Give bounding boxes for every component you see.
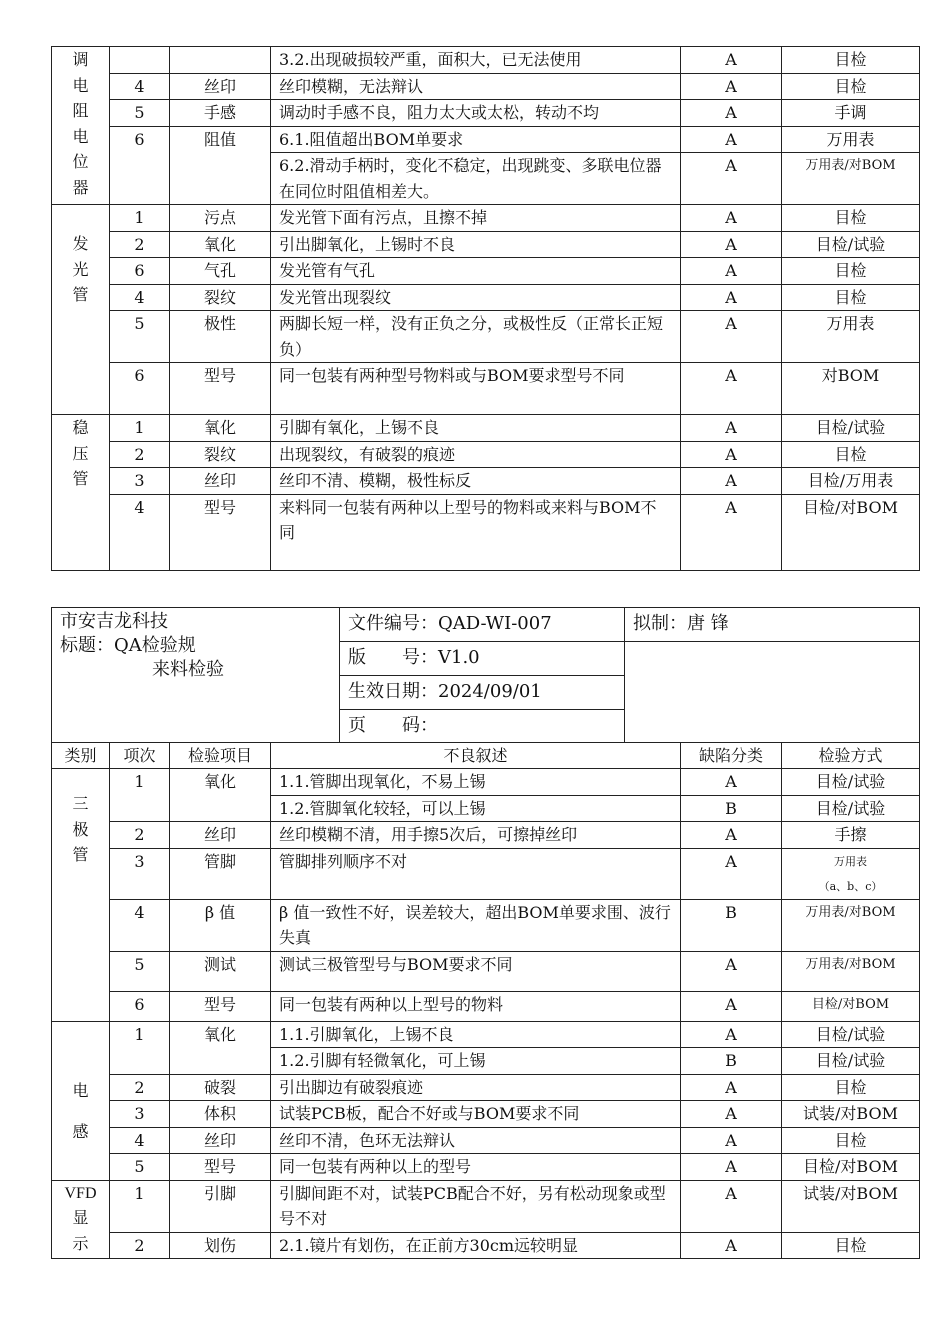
table-cell: 目检 [782, 258, 920, 285]
category-char: 压 [72, 443, 89, 463]
table-cell: A [681, 822, 782, 849]
table-cell: 氧化 [170, 769, 271, 822]
doc-header-blank [625, 642, 920, 743]
col-method: 检验方式 [782, 743, 920, 769]
table-cell: 划伤 [170, 1232, 271, 1259]
table-cell: 裂纹 [170, 284, 271, 311]
table-cell: A [681, 441, 782, 468]
table-cell: 6 [110, 991, 170, 1021]
table-cell: A [681, 284, 782, 311]
table-row [52, 73, 920, 100]
table-cell: 目检 [782, 73, 920, 100]
table-cell: 发光管下面有污点，且擦不掉 [271, 205, 681, 232]
table-cell: 1.1.引脚氧化，上锡不良 [271, 1021, 681, 1048]
table-row [52, 363, 920, 415]
category-char: 示 [72, 1235, 89, 1253]
doc-title-block [52, 608, 340, 743]
table-row [52, 126, 920, 153]
table-cell: 调动时手感不良，阻力太大或太松，转动不均 [271, 100, 681, 127]
company-name: 市安吉龙科技 [60, 611, 168, 632]
table-cell: 目检/试验 [782, 1048, 920, 1075]
table-row [52, 1180, 920, 1232]
table-cell: A [681, 126, 782, 153]
category-char: 调 [72, 50, 89, 69]
table-cell: A [681, 1180, 782, 1232]
table-cell: 型号 [170, 1154, 271, 1181]
table-cell: A [681, 311, 782, 363]
table-cell: 气孔 [170, 258, 271, 285]
table-row [52, 1232, 920, 1259]
table-cell: 4 [110, 899, 170, 951]
table-cell: 万用表 （a、b、c） [782, 848, 920, 899]
col-no: 项次 [110, 743, 170, 769]
table-cell: 1 [110, 1180, 170, 1232]
table-cell: 测试三极管型号与BOM要求不同 [271, 951, 681, 991]
table-cell: 5 [110, 951, 170, 991]
inspection-table [51, 607, 920, 1259]
table-cell: 同一包装有两种以上的型号 [271, 1154, 681, 1181]
table-cell: A [681, 1074, 782, 1101]
table-row [52, 1021, 920, 1048]
category-char: 光 [72, 259, 89, 279]
table-cell: 万用表/对BOM [782, 951, 920, 991]
effective-date: 生效日期：2024/09/01 [340, 676, 625, 710]
category-char: 电 [72, 126, 89, 146]
table-row [52, 231, 920, 258]
table-row [52, 951, 920, 991]
drafted-by: 拟制：唐 锋 [625, 608, 920, 642]
table-cell: A [681, 991, 782, 1021]
table-cell: 目检 [782, 284, 920, 311]
table-row [52, 1074, 920, 1101]
table-cell: B [681, 795, 782, 822]
table-cell: A [681, 1154, 782, 1181]
page-number: 页 码： [340, 710, 625, 743]
category-cell [52, 769, 110, 1022]
doc-header-row [52, 608, 920, 642]
table-row [52, 494, 920, 570]
table-cell: A [681, 73, 782, 100]
table-row [52, 284, 920, 311]
category-char: 极 [72, 819, 89, 839]
table-cell: 氧化 [170, 231, 271, 258]
table-cell: 引脚间距不对，试装PCB配合不好，另有松动现象或型号不对 [271, 1180, 681, 1232]
table-cell: 3 [110, 1101, 170, 1128]
table-cell: 手感 [170, 100, 271, 127]
table-cell: 5 [110, 100, 170, 127]
table-cell: 4 [110, 1127, 170, 1154]
table-row [52, 441, 920, 468]
table-cell: 同一包装有两种以上型号的物料 [271, 991, 681, 1021]
table-row [52, 822, 920, 849]
table-cell: 1 [110, 769, 170, 822]
table-cell: 目检/对BOM [782, 991, 920, 1021]
col-defect: 缺陷分类 [681, 743, 782, 769]
table-cell: 1.2.引脚有轻微氧化，可上锡 [271, 1048, 681, 1075]
table-cell: 对BOM [782, 363, 920, 415]
table-row [52, 415, 920, 442]
table-cell: 污点 [170, 205, 271, 232]
table-cell: 极性 [170, 311, 271, 363]
table-cell: 来料同一包装有两种以上型号的物料或来料与BOM不同 [271, 494, 681, 570]
table-cell: A [681, 415, 782, 442]
doc-title: 标题：QA检验规 [60, 635, 196, 656]
table-cell: A [681, 231, 782, 258]
table-cell: 发光管出现裂纹 [271, 284, 681, 311]
table-cell: 万用表 [782, 126, 920, 153]
table-cell: 目检/试验 [782, 769, 920, 796]
table-row [52, 468, 920, 495]
table-cell: 4 [110, 73, 170, 100]
table-cell: 试装PCB板，配合不好或与BOM要求不同 [271, 1101, 681, 1128]
table-cell: β 值 [170, 899, 271, 951]
table-cell: A [681, 363, 782, 415]
category-char: 管 [72, 845, 89, 864]
table-cell: 3 [110, 848, 170, 899]
table-cell: 2 [110, 1074, 170, 1101]
table-cell: 5 [110, 1154, 170, 1181]
table-cell: 目检/试验 [782, 1021, 920, 1048]
table-cell: 手调 [782, 100, 920, 127]
table-cell: 管脚排列顺序不对 [271, 848, 681, 899]
table-cell: A [681, 769, 782, 796]
table-cell: 5 [110, 311, 170, 363]
table-cell: 6 [110, 363, 170, 415]
table-cell: 4 [110, 284, 170, 311]
table-cell: A [681, 951, 782, 991]
table-cell: 1.2.管脚氧化较轻，可以上锡 [271, 795, 681, 822]
table-cell: 目检 [782, 1074, 920, 1101]
table-cell: 体积 [170, 1101, 271, 1128]
table-cell: 型号 [170, 363, 271, 415]
table-row [52, 848, 920, 899]
col-item: 检验项目 [170, 743, 271, 769]
table-cell: 3 [110, 468, 170, 495]
table-cell: 丝印 [170, 1127, 271, 1154]
table-cell: 1 [110, 1021, 170, 1074]
table-row [52, 311, 920, 363]
table-cell: 阻值 [170, 126, 271, 205]
table-cell: 目检 [782, 441, 920, 468]
table-cell: 丝印模糊不清，用手擦5次后，可擦掉丝印 [271, 822, 681, 849]
table-cell: 6.1.阻值超出BOM单要求 [271, 126, 681, 153]
category-char: 管 [72, 285, 89, 304]
table-cell: 目检/试验 [782, 795, 920, 822]
table-cell: 测试 [170, 951, 271, 991]
category-char: 阻 [72, 101, 89, 120]
table-cell: A [681, 468, 782, 495]
table-cell: 管脚 [170, 848, 271, 899]
table-cell: 2.1.镜片有划伤，在正前方30cm远较明显 [271, 1232, 681, 1259]
table-row [52, 899, 920, 951]
table-cell: B [681, 899, 782, 951]
table-cell: A [681, 153, 782, 205]
table-row [52, 1101, 920, 1128]
table-cell: 2 [110, 231, 170, 258]
table-cell: 手擦 [782, 822, 920, 849]
table-cell: 万用表/对BOM [782, 153, 920, 205]
table-cell: 1.1.管脚出现氧化，不易上锡 [271, 769, 681, 796]
category-cell [52, 1021, 110, 1180]
table-cell: β 值一致性不好，误差较大，超出BOM单要求围、波行失真 [271, 899, 681, 951]
doc-number: 文件编号：QAD-WI-007 [340, 608, 625, 642]
category-char: VFD [64, 1184, 97, 1202]
table-cell: A [681, 100, 782, 127]
table-cell: 目检 [782, 47, 920, 74]
table-cell: 6 [110, 126, 170, 205]
table-cell: 3.2.出现破损较严重，面积大，已无法使用 [271, 47, 681, 74]
table-cell: A [681, 47, 782, 74]
table-cell: 裂纹 [170, 441, 271, 468]
category-char: 管 [72, 469, 89, 488]
table-cell: 氧化 [170, 1021, 271, 1074]
table-cell: 丝印不清、模糊，极性标反 [271, 468, 681, 495]
category-char: 器 [72, 177, 89, 197]
table-cell: 目检 [782, 1127, 920, 1154]
table-cell: 目检/万用表 [782, 468, 920, 495]
table-cell: A [681, 1101, 782, 1128]
table-cell: 万用表/对BOM [782, 899, 920, 951]
category-char: 感 [72, 1122, 89, 1141]
table-cell: 目检/对BOM [782, 1154, 920, 1181]
table-cell: 引脚 [170, 1180, 271, 1232]
table-row [52, 991, 920, 1021]
table-cell: 目检/对BOM [782, 494, 920, 570]
table-cell: 引出脚氧化，上锡时不良 [271, 231, 681, 258]
category-char: 发 [72, 234, 89, 253]
table-row [52, 258, 920, 285]
table-cell: 目检 [782, 1232, 920, 1259]
table-cell: 2 [110, 822, 170, 849]
table-cell: 破裂 [170, 1074, 271, 1101]
table-row [52, 47, 920, 74]
category-char: 位 [72, 152, 89, 171]
table-cell: 6.2.滑动手柄时，变化不稳定，出现跳变、多联电位器在同位时阻值相差大。 [271, 153, 681, 205]
table-cell: 两脚长短一样，没有正负之分，或极性反（正常长正短负） [271, 311, 681, 363]
table-cell: 6 [110, 258, 170, 285]
table-cell: B [681, 1048, 782, 1075]
column-header-row [52, 743, 920, 769]
table-cell: 4 [110, 494, 170, 570]
col-desc: 不良叙述 [271, 743, 681, 769]
category-cell [52, 1180, 110, 1259]
table-cell: A [681, 1127, 782, 1154]
table-cell: 出现裂纹，有破裂的痕迹 [271, 441, 681, 468]
table-cell: 型号 [170, 494, 271, 570]
category-cell [52, 205, 110, 415]
table-row [52, 205, 920, 232]
table-cell: 万用表 [782, 311, 920, 363]
table-cell: 发光管有气孔 [271, 258, 681, 285]
table-cell: 同一包装有两种型号物料或与BOM要求型号不同 [271, 363, 681, 415]
table-cell: A [681, 494, 782, 570]
doc-subtitle: 来料检验 [152, 659, 224, 680]
category-cell [52, 415, 110, 571]
table-cell: 丝印不清，色环无法辩认 [271, 1127, 681, 1154]
col-category: 类别 [52, 743, 110, 769]
inspection-table-continued [51, 46, 920, 571]
table-cell: A [681, 848, 782, 899]
table-cell: 目检/试验 [782, 415, 920, 442]
table-cell: 氧化 [170, 415, 271, 442]
table-cell: 引出脚边有破裂痕迹 [271, 1074, 681, 1101]
table-cell: A [681, 1021, 782, 1048]
table-row [52, 769, 920, 796]
category-cell [52, 47, 110, 205]
table-cell: 试装/对BOM [782, 1101, 920, 1128]
table-row [52, 1154, 920, 1181]
category-char [52, 1103, 109, 1119]
table-row [52, 100, 920, 127]
table-cell: 丝印 [170, 73, 271, 100]
category-char: 三 [72, 794, 89, 813]
table-cell: 2 [110, 1232, 170, 1259]
category-char: 电 [72, 1080, 89, 1100]
table-cell [110, 47, 170, 74]
table-cell: A [681, 1232, 782, 1259]
table-cell: 目检 [782, 205, 920, 232]
table-cell: 1 [110, 415, 170, 442]
table-cell: 1 [110, 205, 170, 232]
table-cell: 型号 [170, 991, 271, 1021]
table-cell: 丝印 [170, 468, 271, 495]
category-char: 稳 [72, 418, 89, 437]
table-row [52, 1127, 920, 1154]
table-cell [170, 47, 271, 74]
table-cell: 丝印模糊，无法辩认 [271, 73, 681, 100]
category-char: 显 [72, 1210, 89, 1227]
table-cell: 试装/对BOM [782, 1180, 920, 1232]
table-cell: 2 [110, 441, 170, 468]
table-cell: 引脚有氧化，上锡不良 [271, 415, 681, 442]
doc-version: 版 号：V1.0 [340, 642, 625, 676]
table-cell: A [681, 205, 782, 232]
table-cell: 目检/试验 [782, 231, 920, 258]
table-cell: A [681, 258, 782, 285]
table-cell: 丝印 [170, 822, 271, 849]
category-char: 电 [72, 75, 89, 95]
